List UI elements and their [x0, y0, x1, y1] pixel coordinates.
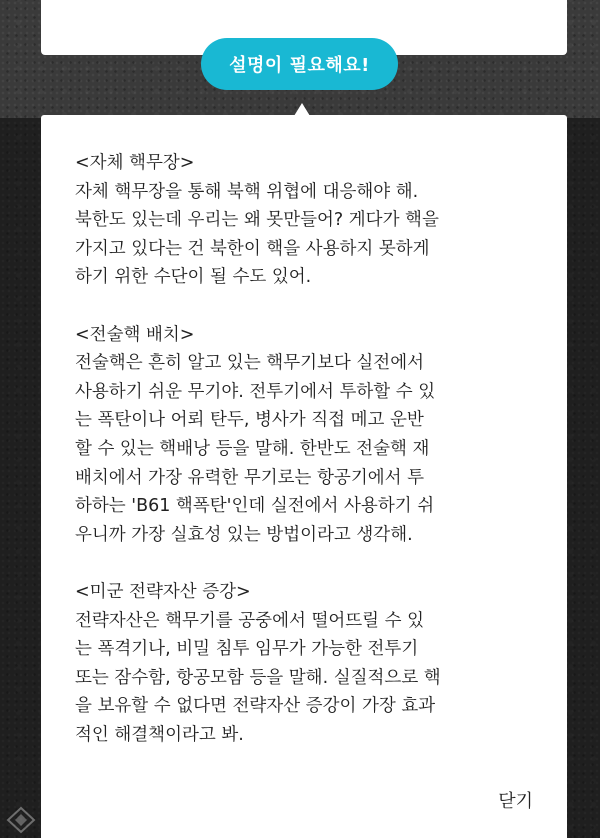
section-line: 북한도 있는데 우리는 왜 못만들어? 게다가 핵을: [75, 210, 439, 231]
speech-pointer: [294, 103, 310, 116]
section-line: 전략자산은 핵무기를 공중에서 떨어뜨릴 수 있: [75, 610, 425, 631]
explanation-badge: [201, 38, 398, 90]
diamond-logo-icon: [6, 806, 36, 834]
section-line: 전술핵은 흔히 알고 있는 핵무기보다 실전에서: [75, 353, 425, 374]
section-line: 하기 위한 수단이 될 수도 있어.: [75, 267, 312, 288]
explanation-badge-label: 설명이 필요해요!: [229, 55, 370, 76]
section-line: 을 보유할 수 없다면 전략자산 증강이 가장 효과: [75, 696, 436, 717]
section-line: 적인 해결책이라고 봐.: [75, 724, 244, 745]
section-line: 는 폭탄이나 어뢰 탄두, 병사가 직접 메고 운반: [75, 410, 424, 431]
section-line: 또는 잠수함, 항공모함 등을 말해. 실질적으로 핵: [75, 667, 441, 688]
section-self-nuclear-armament: [75, 149, 545, 292]
explanation-content: [75, 149, 545, 749]
section-line: 사용하기 쉬운 무기야. 전투기에서 투하할 수 있: [75, 381, 436, 402]
explanation-panel: [41, 115, 567, 838]
section-line: 할 수 있는 핵배낭 등을 말해. 한반도 전술핵 재: [75, 438, 430, 459]
section-line: 하하는 'B61 핵폭탄'인데 실전에서 사용하기 쉬: [75, 496, 435, 517]
section-line: 자체 핵무장을 통해 북핵 위협에 대응해야 해.: [75, 181, 419, 202]
section-heading: <전술핵 배치>: [75, 324, 195, 345]
section-heading: <자체 핵무장>: [75, 153, 195, 173]
section-strategic-assets: [75, 578, 545, 750]
section-heading: <미군 전략자산 증강>: [75, 581, 251, 602]
section-tactical-nuclear: [75, 321, 545, 550]
section-line: 우니까 가장 실효성 있는 방법이라고 생각해.: [75, 524, 413, 545]
section-line: 배치에서 가장 유력한 무기로는 항공기에서 투: [75, 467, 425, 488]
section-line: 가지고 있다는 건 북한이 핵을 사용하지 못하게: [75, 238, 430, 259]
section-line: 는 폭격기나, 비밀 침투 임무가 가능한 전투기: [75, 639, 419, 660]
close-button[interactable]: 닫기: [498, 791, 533, 812]
